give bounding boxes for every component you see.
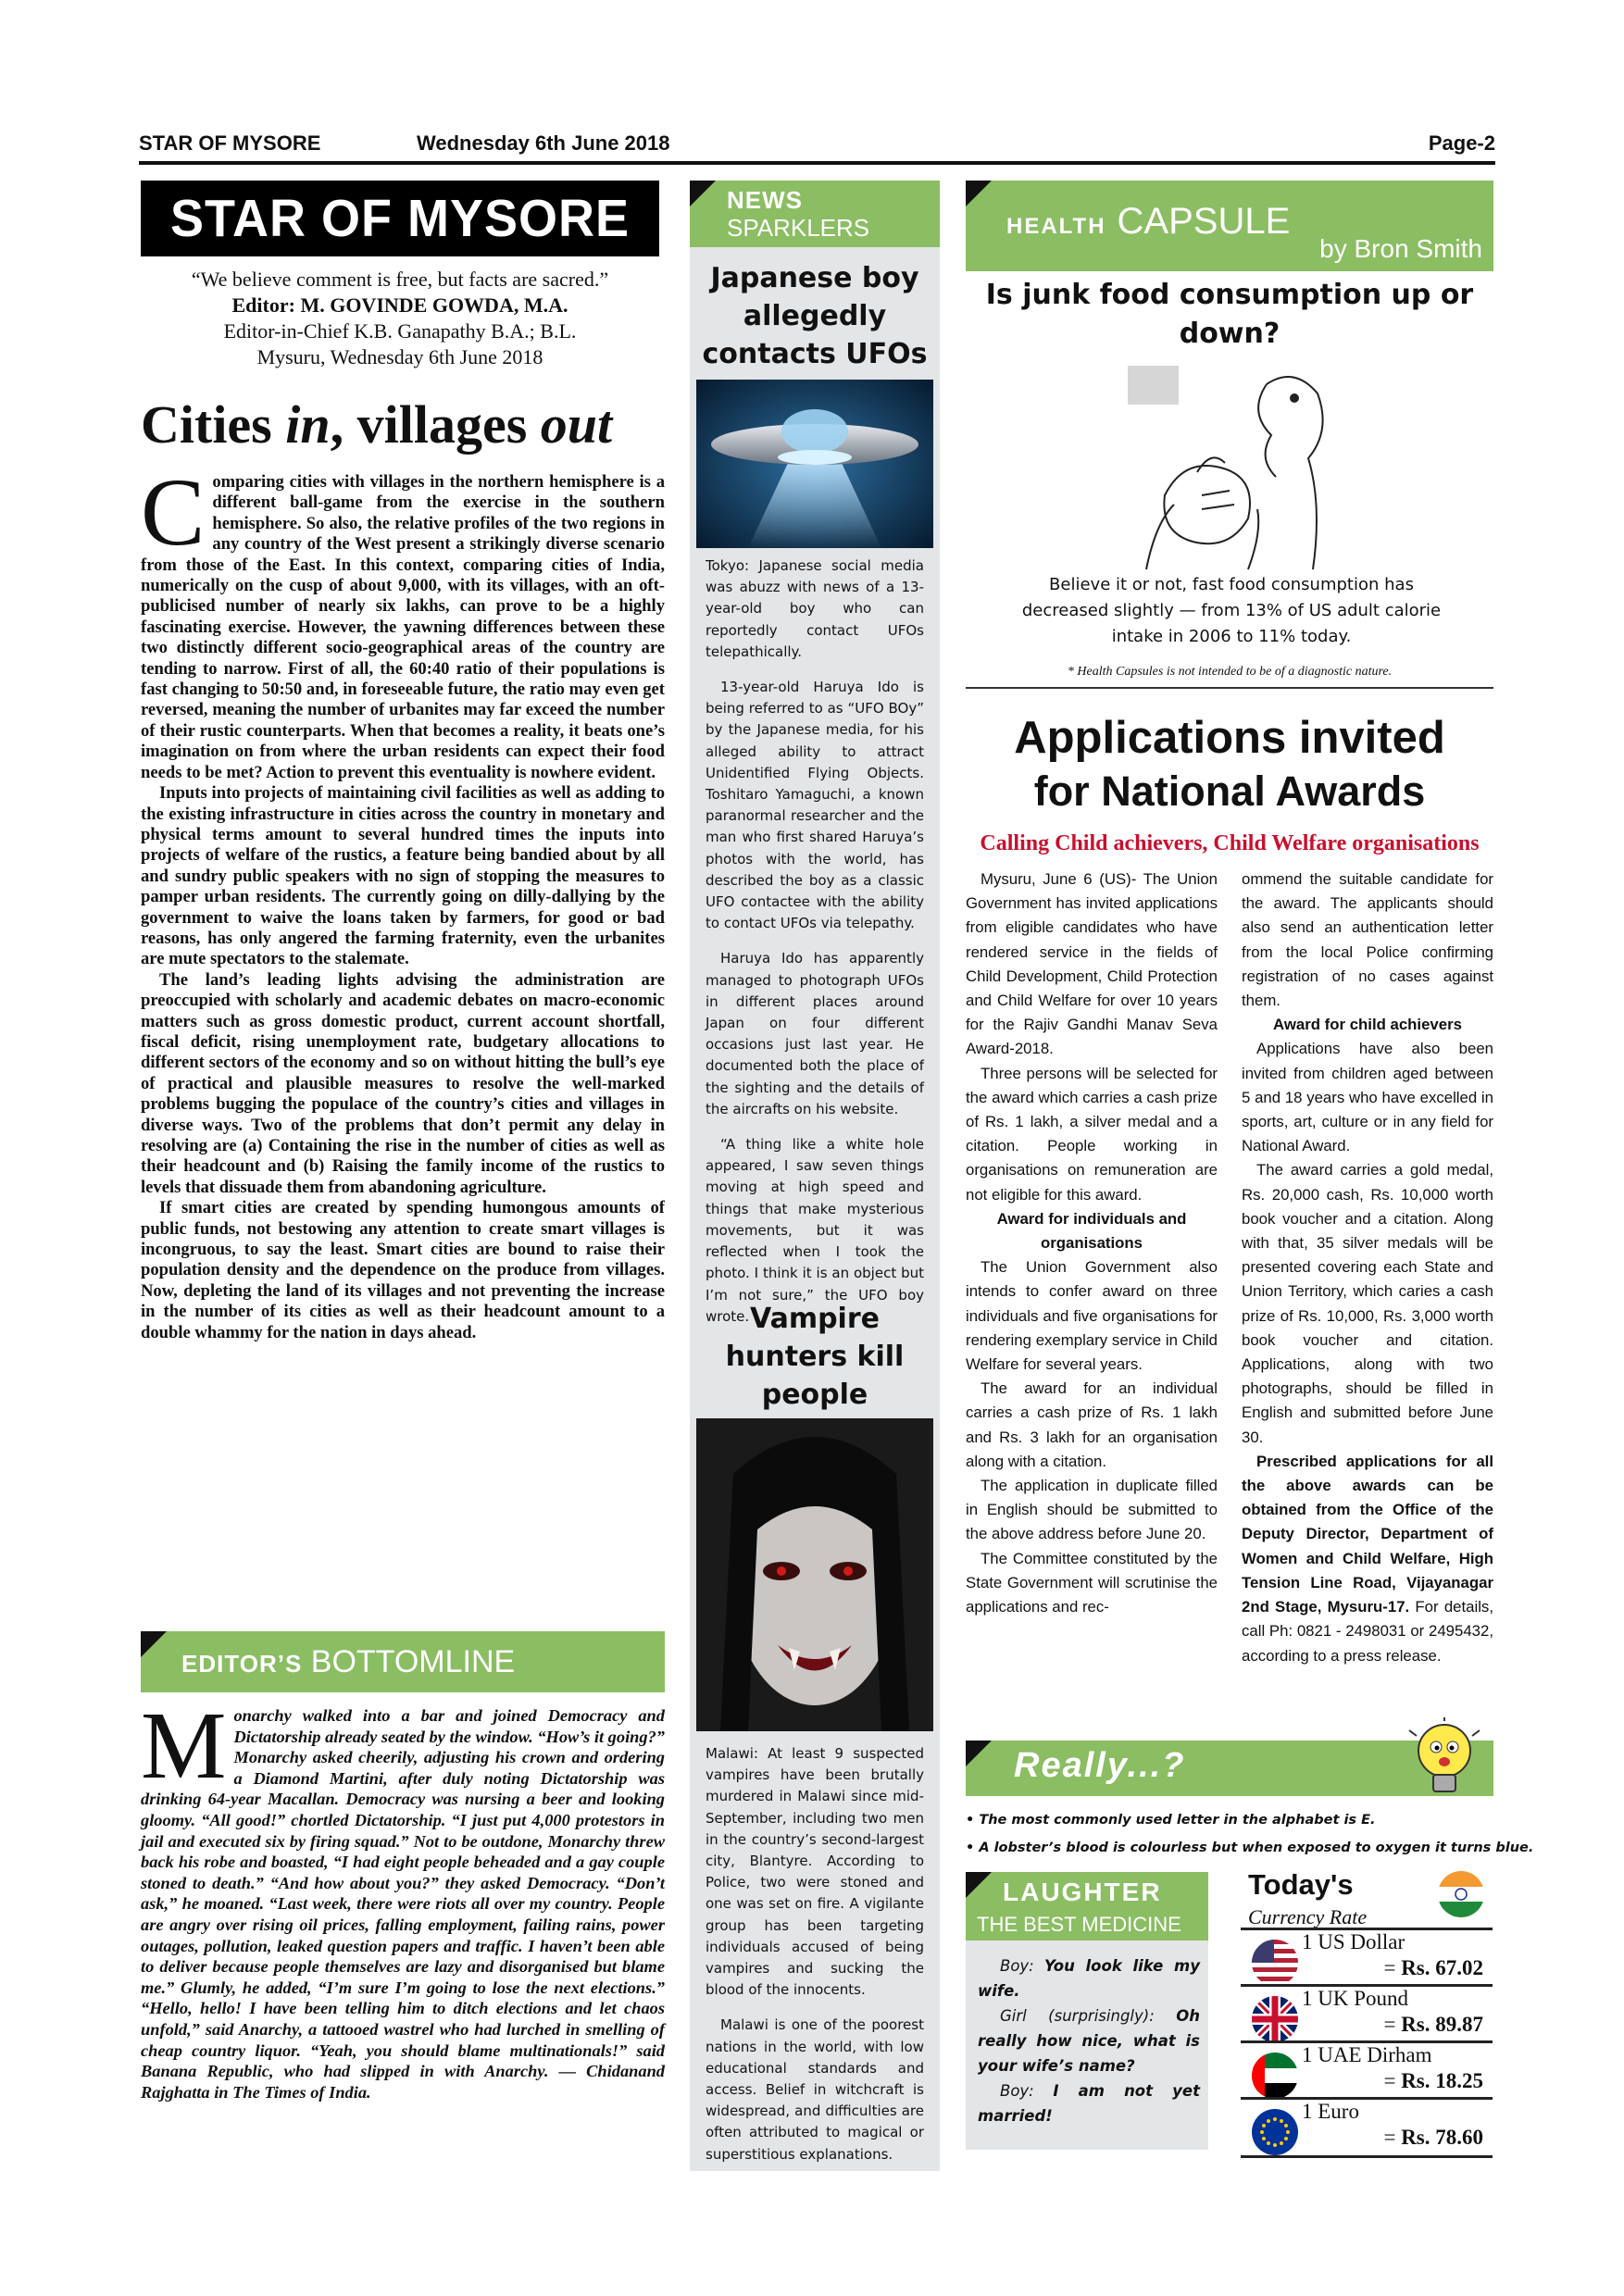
currency-name: 1 UK Pound [1302, 1987, 1409, 2010]
dateline: Mysuru, Wednesday 6th June 2018 [256, 345, 543, 368]
byline: by Bron Smith [1319, 234, 1482, 263]
bottomline-header [141, 1631, 665, 1692]
currency-title: Today's [1248, 1868, 1354, 1901]
joke-line [978, 1953, 1200, 2003]
section-label: SPARKLERS [727, 214, 870, 242]
speaker: Girl (surprisingly): [1000, 2007, 1177, 2025]
awards-column-2 [1242, 867, 1493, 1668]
health-text: Believe it or not, fast food consumption has decreased slightly — from 13% of US adult calorie intake in 2006 to 11% today. [1021, 575, 1442, 646]
currency-value [1383, 1956, 1483, 1980]
india-flag-icon [1437, 1870, 1485, 1918]
rate: Rs. 18.25 [1401, 2069, 1483, 2092]
headline-part: , villages [330, 394, 541, 455]
currency-name: 1 US Dollar [1302, 1930, 1405, 1953]
awards-headline [966, 711, 1493, 818]
drop-cap: M [141, 1692, 227, 1799]
story-paragraph: Haruya Ido has apparently managed to photograph UFOs in different places around Japan on four different occasions just last year. He documented both the place of the sighting and the details of the aircrafts on his website. [706, 950, 924, 1117]
headline-part: out [540, 394, 613, 455]
rate: Rs. 67.02 [1401, 1956, 1483, 1979]
currency-row-aed [1241, 2040, 1493, 2097]
speech: I am not yet married! [978, 2082, 1200, 2125]
article-paragraph: The Committee constituted by the State Government will scrutinise the applications and rec- [966, 1549, 1218, 1616]
health-disclaimer: * Health Capsules is not intended to be of a diagnostic nature. [1067, 665, 1393, 679]
junk-food-cartoon [1109, 356, 1350, 579]
laughter-joke [978, 1953, 1200, 2128]
currency-name: 1 UAE Dirham [1302, 2043, 1432, 2066]
eu-flag-icon [1252, 2109, 1298, 2155]
article-paragraph: The award carries a gold medal, Rs. 20,000 cash, Rs. 10,000 worth book voucher and a citation. Along with that, 35 silver medals will be presented covering each State and Union Territory, which caries a cash prize of Rs. 10,000, Rs. 3,000 worth book voucher and citation. Applications, along with two photographs, should be filled in English and submitted before June 30. [1242, 1161, 1493, 1446]
editorial-paragraph: The land’s leading lights advising the administration are preoccupied with scholarly and academic debates on macro-economic matters such as gross domestic product, current account shortfall, fiscal deficit, rising unemployment rate, budgetary allocations to different sectors of the economy and so on without hitting the bull’s eye of practical and plausible measures to resolve the well-marked problems bugging the populace of the country’s cities and villages in diverse ways. Two of the problems that don’t permit any delay in resolving are (a) Containing the rise in the number of cities as well as their headcount and (b) Raising the family income of the rustics to levels that dissuade them from abandoning agriculture. [141, 969, 665, 1197]
rate: Rs. 78.60 [1401, 2126, 1483, 2149]
us-flag-icon [1252, 1940, 1298, 1986]
health-capsule-header [966, 181, 1493, 271]
story-paragraph: Malawi: At least 9 suspected vampires have been brutally murdered in Malawi since mid-September, including two men in the country’s second-largest city, Blantyre. According to Police, two were stoned and one was set on fire. A vigilante group has been targeting individuals accused of being vampires and sucking the blood of the innocents. [706, 1745, 924, 1999]
equals-sign: = [1383, 2069, 1402, 2092]
article-paragraph: The Union Government also intends to confer award on three individuals and five organisations for rendering exemplary service in Child Welfare for several years. [966, 1258, 1218, 1374]
bottomline-label [181, 1644, 515, 1680]
divider [1241, 2155, 1493, 2158]
article-paragraph [1242, 1450, 1493, 1668]
page-number: Page-2 [1428, 131, 1495, 155]
label-text: CAPSULE [1117, 201, 1291, 242]
currency-row-gbp [1241, 1984, 1493, 2040]
currency-row-eur [1241, 2097, 1493, 2153]
contact-rest: For details, call Ph: 0821 - 2498031 or 2495432, according to a press release. [1242, 1598, 1493, 1665]
bottomline-paragraph [141, 1692, 665, 2103]
editor-line: Editor: M. GOVINDE GOWDA, M.A. [231, 293, 568, 317]
corner-marker [141, 1631, 167, 1657]
headline-part: in [285, 394, 331, 455]
masthead-title: STAR OF MYSORE [169, 189, 631, 248]
article-paragraph: The award for an individual carries a cash prize of Rs. 1 lakh and Rs. 3 lakh for an organisation along with a citation. [966, 1379, 1218, 1470]
article-paragraph: Applications have also been invited from children aged between 5 and 18 years who have excelled in sports, art, culture or in any field for National Award. [1242, 1040, 1493, 1155]
article-paragraph: Mysuru, June 6 (US)- The Union Government has invited applications from eligible candidates who have rendered service in the fields of Child Development, Child Protection and Child Welfare for over 10 years for the Rajiv Gandhi Manav Seva Award-2018. [966, 870, 1218, 1058]
label-text: BOTTOMLINE [310, 1644, 516, 1679]
speech: Oh really how nice, what is your wife’s name? [978, 2007, 1200, 2075]
story-paragraph: Tokyo: Japanese social media was abuzz with news of a 13-year-old boy who can reportedly contact UFOs telepathically. [706, 557, 924, 660]
section-label: LAUGHTER [1003, 1878, 1162, 1906]
editorial-paragraph: Inputs into projects of maintaining civil facilities as well as adding to the existing infrastructure in cities across the country in monetary and physical terms amount to several hundred times the inputs into projects of welfare of the rustics, a feature being bandied about by all and sundry public speakers with no sign of stopping the measures to pamper urban residents. The currently going on dilly-dallying by the government to waive the loans taken by farmers, for good or bad reasons, has only angered the farming fraternity, even the urbanites are mute spectators to the stalemate. [141, 783, 665, 969]
story-paragraph: 13-year-old Haruya Ido is being referred to as “UFO BOy” by the Japanese media, for his alleged ability to attract Unidentified Flying Objects. Toshitaro Yamaguchi, a known paranormal researcher and the man who first shared Haruya’s photos with the world, has described the boy as a classic UFO contactee with the ability to contact UFOs via telepathy. [706, 679, 924, 932]
currency-row-usd [1241, 1928, 1493, 1984]
fact-item: • The most commonly used letter in the alphabet is E. [966, 1813, 1376, 1828]
masthead-logo [141, 181, 659, 256]
currency-subtitle: Currency Rate [1248, 1905, 1368, 1928]
awards-subhead: Calling Child achievers, Child Welfare organisations [980, 831, 1480, 855]
rate: Rs. 89.87 [1401, 2013, 1483, 2036]
news-sparklers-header [690, 181, 940, 247]
joke-line [978, 2078, 1200, 2128]
headline-line: Applications invited [1014, 713, 1445, 763]
editorial-paragraph [141, 459, 665, 783]
currency-value [1383, 2069, 1483, 2093]
health-question: Is junk food consumption up or down? [985, 279, 1474, 350]
motto: “We believe comment is free, but facts are sacred.” [191, 268, 609, 291]
article-paragraph: ommend the suitable candidate for the award. The applicants should also send an authentication letter from the local Police confirming registration of no cases against them. [1242, 870, 1493, 1010]
equals-sign: = [1383, 1956, 1402, 1979]
headline-part: Cities [141, 394, 286, 455]
contact-bold: Prescribed applications for all the above awards can be obtained from the Office of the Deputy Director, Department of Women and Child Welfare, High Tension Line Road, Vijayanagar 2nd Stage, Mysuru-17. [1242, 1452, 1493, 1616]
uk-flag-icon [1252, 1996, 1298, 2042]
currency-value [1383, 2013, 1483, 2037]
editorial-headline [141, 393, 668, 455]
label-bold: EDITOR’S [181, 1650, 303, 1678]
corner-marker [690, 181, 716, 206]
corner-marker [966, 1741, 992, 1766]
masthead-info [141, 267, 659, 370]
uae-flag-icon [1252, 2053, 1298, 2099]
editorial-body [141, 459, 665, 1343]
paper-name: STAR OF MYSORE [139, 131, 321, 155]
editor-in-chief-line: Editor-in-Chief K.B. Ganapathy B.A.; B.L. [223, 319, 577, 343]
speaker: Boy: [1000, 2082, 1054, 2100]
awards-column-1 [966, 867, 1218, 1619]
vampire-story [706, 1743, 924, 2179]
issue-date: Wednesday 6th June 2018 [417, 131, 670, 155]
story-paragraph: Malawi is one of the poorest nations in the world, with low educational standards and access. Belief in witchcraft is widespread, and difficulties are often attributed to magical or superstitious explanations. [706, 2016, 924, 2163]
subheading: Award for child achievers [1273, 1016, 1462, 1034]
corner-marker [966, 181, 992, 206]
health-label [1006, 201, 1290, 243]
vampire-photo [696, 1418, 933, 1731]
ufo-story [706, 555, 924, 1341]
section-label: THE BEST MEDICINE [977, 1913, 1181, 1936]
subheading: Award for individuals and organisations [996, 1209, 1187, 1253]
editorial-paragraph: If smart cities are created by spending humongous amounts of public funds, not bestowing any attention to create smart villages is incongruous, to say the least. Smart cities are bound to raise their population density and the dependence on the produce from villages. Now, depleting the land of its villages and not preventing the increase in the number of its cities as well as their headcount amount to a double whammy for the nation in days ahead. [141, 1198, 665, 1342]
currency-value [1383, 2126, 1483, 2150]
article-paragraph: Three persons will be selected for the award which carries a cash prize of Rs. 1 lakh, a silver medal and a citation. People working in organisations on remuneration are not eligible for this award. [966, 1064, 1218, 1204]
story-paragraph: “A thing like a white hole appeared, I saw seven things moving at high speed and things that make mysterious movements, but it was reflected when I took the photo. I think it is an object but I’m not sure,” the UFO boy wrote. [706, 1136, 924, 1325]
fact-item: • A lobster’s blood is colourless but when exposed to oxygen it turns blue. [966, 1841, 1534, 1855]
ufo-photo [696, 380, 933, 548]
bottomline-body [141, 1692, 665, 2103]
page-header [139, 130, 1495, 165]
headline-line: for National Awards [1033, 767, 1426, 815]
equals-sign: = [1383, 2126, 1402, 2149]
article-paragraph: The application in duplicate filled in English should be submitted to the above address before June 20. [966, 1477, 1218, 1543]
speech: You look like my wife. [978, 1957, 1200, 2000]
corner-marker [966, 1872, 992, 1898]
vampire-headline: Vampire hunters kill people [725, 1303, 905, 1411]
ufo-headline: Japanese boy allegedly contacts UFOs [702, 262, 928, 370]
paragraph-text: omparing cities with villages in the northern hemisphere is a different ball-game from the exercise in the southern hemisphere. So also, the relative profiles of the two regions in any country of the West present a strikingly diverse scenario from those of the East. In this context, comparing cities of India, numerically on the cusp of about 9,000, with its villages, with an oft-publicised number of nearly six lakhs, can prove to be a highly fascinating exercise. However, the yawning differences between these two distinctly different socio-geographical areas of the country are tending to narrow. First of all, the 60:40 ratio of their populations is fast changing to 50:50 and, in foreseeable future, the ratio may even get reversed, meaning the number of urbanites may far exceed the number of their rustic counterparts. When that becomes a reality, it beats one’s imagination on from where the urban residents can expect their food needs to be met? Action to prevent this eventuality is nowhere evident. [141, 472, 665, 782]
drop-cap: C [141, 459, 206, 566]
laughter-header [966, 1872, 1208, 1940]
really-label: Really...? [1014, 1746, 1186, 1785]
speaker: Boy: [1000, 1957, 1044, 1975]
lightbulb-icon [1407, 1717, 1481, 1803]
paragraph-text: onarchy walked into a bar and joined Democracy and Dictatorship already seated by the window. “How’s it going?” Monarchy asked cheerily, adjusting his crown and ordering a Diamond Martini, after duly noting Dictatorship was drinking 64-year Macallan. Democracy was nursing a beer and looking gloomy. “All good!” chortled Dictatorship. “I just put 4,000 protestors in jail and executed six by firing squad.” Not to be outdone, Monarchy threw back his robe and boasted, “I had eight people beheaded and a gay couple stoned to death.” “And how about you?” they asked Democracy. “Don’t ask,” he moaned. “Last week, there were riots all over my country. People are angry over rising oil prices, falling employment, failing rains, power outages, pollution, leaked question papers and traffic. I haven’t been able to deliver because people themselves are lazy and disorganised but blame me.” Glumly, he added, “I’m sure I’m going to lose the next elections.” “Hello, hello! I have been telling him to ditch elections and let chaos unfold,” said Anarchy, a tattooed wastrel who had lurched in smelling of cheap country liquor. “Yeah, you should blame multinationals!” said Banana Republic, who had slipped in with Anarchy. — Chidanand Rajghatta in The Times of India. [141, 1706, 665, 2102]
divider [966, 687, 1493, 689]
currency-name: 1 Euro [1302, 2100, 1359, 2123]
equals-sign: = [1383, 2013, 1402, 2036]
joke-line [978, 2003, 1200, 2078]
section-label: NEWS [727, 186, 803, 214]
label-bold: HEALTH [1006, 214, 1106, 239]
